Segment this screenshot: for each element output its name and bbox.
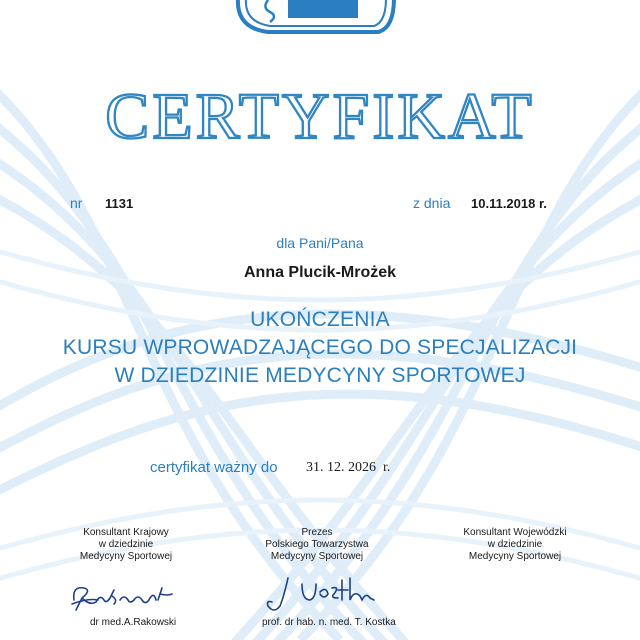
recipient-label: dla Pani/Pana (276, 235, 364, 251)
signatory-role-line: w dziedzinie (98, 539, 154, 550)
course-heading (0, 306, 640, 390)
heading-line: UKOŃCZENIA (250, 308, 390, 331)
date-label: z dnia (413, 195, 451, 211)
signatory-role-line: w dziedzinie (487, 539, 543, 550)
number-label: nr (70, 195, 83, 211)
ptms-logo (228, 0, 398, 36)
heading-line: W DZIEDZINIE MEDYCYNY SPORTOWEJ (114, 364, 526, 387)
rakowski-signature (68, 580, 178, 616)
signatory-role-line: Medycyny Sportowej (270, 551, 364, 562)
signatory-regional-consultant (420, 527, 610, 563)
certificate-title: CERTYFIKAT (105, 80, 535, 153)
signatory-national-consultant (31, 527, 221, 563)
signatory-role-line: Medycyny Sportowej (79, 551, 173, 562)
heading-line: KURSU WPROWADZAJĄCEGO DO SPECJALIZACJI (62, 336, 578, 359)
validity-date: 31. 12. 2026 r. (306, 460, 391, 475)
signatory-role-line: Polskiego Towarzystwa (265, 539, 369, 550)
certificate-number: 1131 (105, 196, 134, 211)
signatory-role-line: Konsultant Wojewódzki (463, 527, 567, 538)
validity-label: certyfikat ważny do (150, 459, 278, 476)
rakowski-name: dr med.A.Rakowski (90, 617, 177, 628)
signatory-role-line: Konsultant Krajowy (83, 527, 169, 538)
issue-date: 10.11.2018 r. (471, 196, 547, 211)
signatory-president (222, 527, 412, 563)
signatory-role-line: Medycyny Sportowej (468, 551, 562, 562)
signatory-role-line: Prezes (301, 527, 333, 538)
kostka-signature (262, 572, 382, 616)
recipient-name: Anna Plucik-Mrożek (243, 264, 397, 281)
kostka-name: prof. dr hab. n. med. T. Kostka (262, 617, 396, 628)
